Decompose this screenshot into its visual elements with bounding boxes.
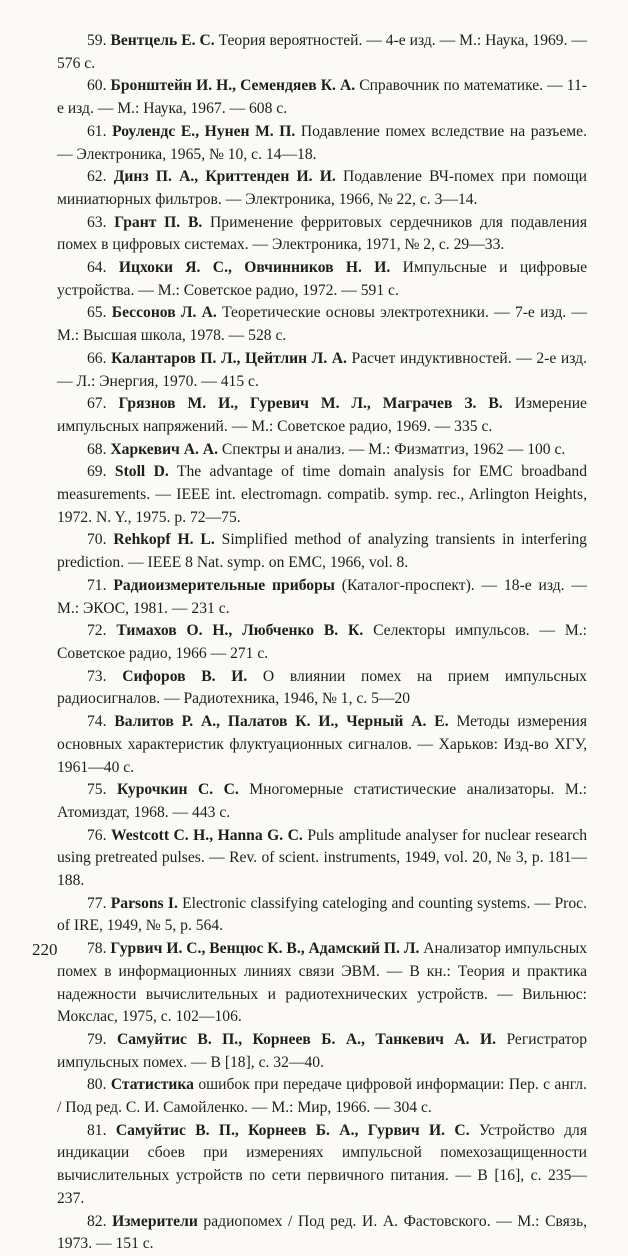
reference-authors: Грант П. В. <box>114 213 203 231</box>
reference-text: Анализатор импульсных помех в информационных линиях связи ЭВМ. — В кн.: Теория и практика надежности вычислительных и радиотехнических устройств. — Вильнюс: Мокслас, 1975, с. 102—106. <box>57 940 587 1026</box>
reference-number: 76. <box>87 826 107 844</box>
reference-entry <box>57 620 587 665</box>
reference-text: Многомерные статистические анализаторы. М.: Атомиздат, 1968. — 443 с. <box>57 781 587 821</box>
reference-authors: Rehkopf H. L. <box>113 531 215 549</box>
reference-authors: Ицхоки Я. С., Овчинников Н. И. <box>118 259 391 277</box>
reference-entry <box>57 666 587 711</box>
reference-entry <box>57 1120 587 1211</box>
reference-authors: Калантаров П. Л., Цейтлин Л. А. <box>111 349 347 367</box>
reference-authors: Валитов Р. А., Палатов К. И., Черный А. Е. <box>114 713 449 731</box>
reference-text: Импульсные и цифровые устройства. — М.: Советское радио, 1972. — 591 с. <box>57 259 587 299</box>
reference-number: 77. <box>87 894 107 912</box>
reference-text: Измерение импульсных напряжений. — М.: Советское радио, 1969. — 335 с. <box>57 395 587 435</box>
reference-text: Electronic classifying cateloging and counting systems. — Proc. of IRE, 1949, № 5, p. 564. <box>57 894 587 935</box>
reference-text: Puls amplitude analyser for nuclear research using pretreated pulses. — Rev. of scient. instruments, 1949, vol. 20, № 3, p. 181—188. <box>57 826 587 890</box>
reference-number: 63. <box>87 213 107 231</box>
reference-number: 66. <box>87 349 107 367</box>
reference-text: Спектры и анализ. — М.: Физматгиз, 1962 — 100 с. <box>221 440 566 458</box>
reference-entry <box>57 348 587 393</box>
reference-entry <box>57 825 587 893</box>
reference-text: Селекторы импульсов. — М.: Советское радио, 1966 — 271 с. <box>57 622 588 662</box>
reference-number: 60. <box>87 77 107 95</box>
reference-number: 61. <box>87 122 107 140</box>
reference-number: 79. <box>87 1030 107 1048</box>
reference-authors: Гурвич И. С., Венцюс К. В., Адамский П. Л. <box>110 940 420 958</box>
reference-number: 68. <box>87 440 107 458</box>
reference-text: Справочник по математике. — 11-е изд. — М.: Наука, 1967. — 608 с. <box>57 77 587 118</box>
page-number: 220 <box>32 940 58 959</box>
reference-text: радиопомех / Под ред. И. А. Фастовского. — М.: Связь, 1973. — 151 с. <box>57 1212 588 1253</box>
reference-entry <box>57 1029 587 1074</box>
reference-number: 78. <box>87 940 107 958</box>
reference-entry <box>57 529 587 574</box>
reference-entry <box>57 1074 587 1119</box>
reference-authors: Измерители <box>112 1212 198 1230</box>
reference-text: Теоретические основы электротехники. — 7-е изд. — М.: Высшая школа, 1978. — 528 с. <box>57 304 588 345</box>
reference-text: (Каталог-проспект). — 18-е изд. — М.: ЭКОС, 1981. — 231 с. <box>57 576 587 617</box>
reference-entry <box>57 393 587 438</box>
reference-entry <box>57 166 587 211</box>
reference-text: Расчет индуктивностей. — 2-е изд. — Л.: Энергия, 1970. — 415 с. <box>57 349 587 390</box>
reference-number: 82. <box>87 1212 107 1230</box>
reference-entry <box>57 575 587 620</box>
reference-number: 59. <box>87 32 107 49</box>
reference-number: 65. <box>87 304 107 322</box>
reference-entry <box>57 461 587 529</box>
reference-text: Устройство для индикации сбоев при измерениях импульсной помехозащищенности вычислительных устройств по сети первичного питания. — В [16], с. 235—237. <box>57 1121 588 1207</box>
reference-authors: Роулендс Е., Нунен М. П. <box>112 122 296 140</box>
reference-text: Теория вероятностей. — 4-е изд. — М.: Наука, 1969. — 576 с. <box>57 32 588 72</box>
reference-entry <box>57 30 587 75</box>
reference-text: Регистратор импульсных помех. — В [18], с. 32—40. <box>57 1030 588 1071</box>
reference-authors: Вентцель Е. С. <box>110 32 215 49</box>
reference-number: 67. <box>87 395 107 413</box>
reference-entry <box>57 212 587 257</box>
reference-number: 73. <box>87 667 107 685</box>
reference-number: 70. <box>87 531 107 549</box>
reference-entry <box>57 75 587 120</box>
reference-text: The advantage of time domain analysis for EMC broadband measurements. — IEEE int. electromagn. compatib. symp. rec., Arlington Heights, 1972. N. Y., 1975. p. 72—75. <box>57 463 588 526</box>
reference-authors: Бронштейн И. Н., Семендяев К. А. <box>110 77 356 95</box>
reference-entry <box>57 938 587 1029</box>
reference-entry <box>57 257 587 302</box>
reference-authors: Самуйтис В. П., Корнеев Б. А., Танкевич А. И. <box>116 1030 496 1048</box>
reference-number: 64. <box>87 259 107 277</box>
reference-number: 71. <box>87 576 107 594</box>
reference-entry <box>57 779 587 824</box>
reference-number: 75. <box>87 781 107 799</box>
reference-text: ошибок при передаче цифровой информации: Пер. с англ. / Под ред. С. И. Самойленко. — М.: Мир, 1966. — 304 с. <box>57 1076 587 1117</box>
reference-entry <box>57 302 587 347</box>
reference-entry <box>57 121 587 166</box>
reference-authors: Курочкин С. С. <box>116 781 239 799</box>
reference-number: 69. <box>87 463 107 481</box>
reference-number: 81. <box>87 1121 107 1139</box>
reference-authors: Stoll D. <box>114 463 169 481</box>
reference-authors: Тимахов О. Н., Любченко В. К. <box>116 622 364 640</box>
reference-authors: Радиоизмерительные приборы <box>113 576 335 594</box>
reference-entry <box>57 893 587 938</box>
reference-entry <box>57 439 587 462</box>
reference-entry <box>57 1211 587 1256</box>
reference-authors: Статистика <box>110 1076 194 1094</box>
reference-list <box>57 30 587 1256</box>
reference-authors: Westcott C. H., Hanna G. C. <box>111 826 303 844</box>
reference-entry <box>57 711 587 779</box>
reference-authors: Динз П. А., Криттенден И. И. <box>113 168 336 186</box>
reference-authors: Самуйтис В. П., Корнеев Б. А., Гурвич И. С. <box>115 1121 470 1139</box>
reference-authors: Parsons I. <box>110 894 178 912</box>
reference-text: Подавление ВЧ-помех при помощи миниатюрных фильтров. — Электроника, 1966, № 22, с. 3—14. <box>57 168 587 208</box>
reference-number: 72. <box>87 622 107 640</box>
reference-text: Simplified method of analyzing transients in interfering prediction. — IEEE 8 Nat. symp. on EMC, 1966, vol. 8. <box>57 531 587 572</box>
reference-authors: Грязнов М. И., Гуревич М. Л., Маграчев З. В. <box>118 395 503 413</box>
reference-number: 80. <box>87 1076 107 1094</box>
reference-number: 74. <box>87 713 107 731</box>
reference-authors: Сифоров В. И. <box>122 667 248 685</box>
reference-text: Методы измерения основных характеристик флуктуационных сигналов. — Харьков: Изд-во ХГУ, 1961—40 с. <box>57 713 587 776</box>
reference-authors: Харкевич А. А. <box>110 440 218 458</box>
reference-text: Подавление помех вследствие на разъеме. — Электроника, 1965, № 10, с. 14—18. <box>57 122 587 163</box>
reference-text: Применение ферритовых сердечников для подавления помех в цифровых системах. — Электроника, 1971, № 2, с. 29—33. <box>57 213 587 254</box>
reference-text: О влиянии помех на прием импульсных радиосигналов. — Радиотехника, 1946, № 1, с. 5—20 <box>57 667 587 708</box>
reference-number: 62. <box>87 168 107 186</box>
reference-authors: Бессонов Л. А. <box>111 304 217 322</box>
